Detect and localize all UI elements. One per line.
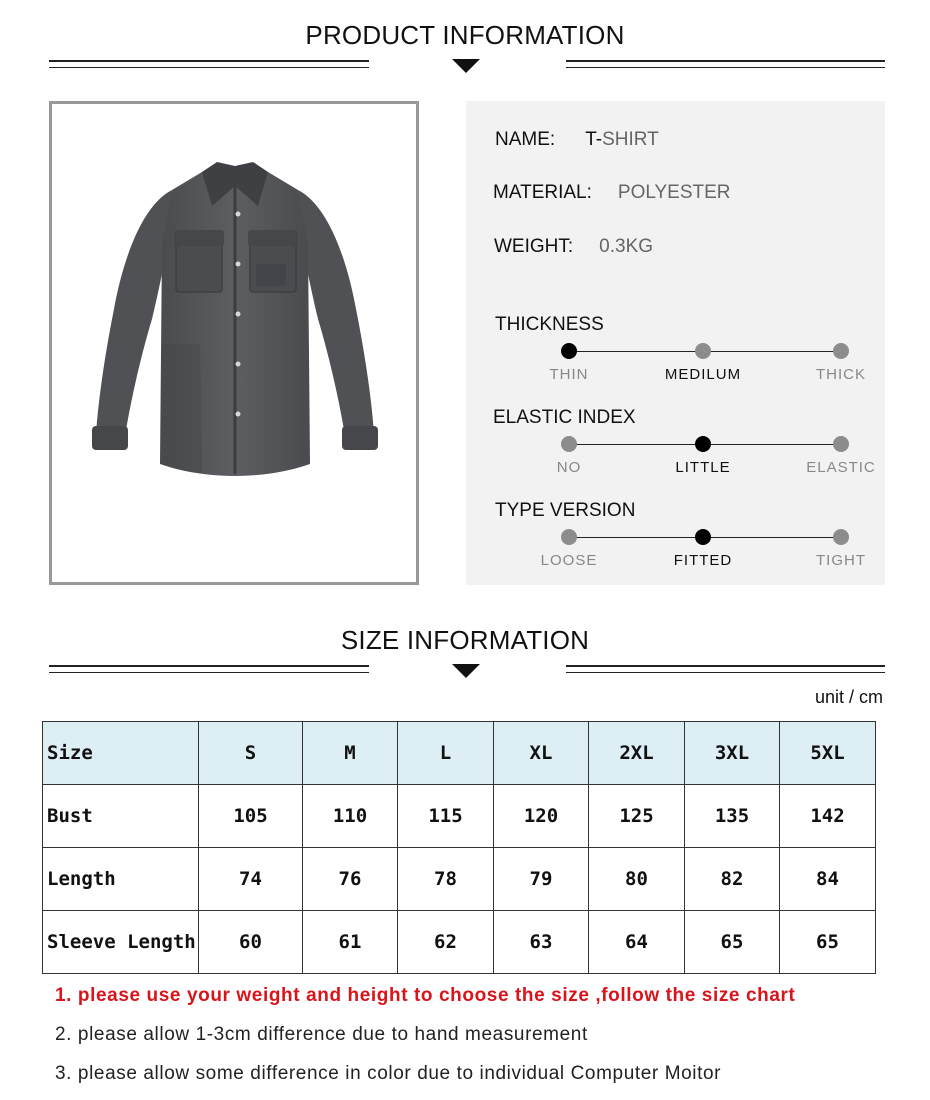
size-header-cell: XL xyxy=(494,722,589,785)
product-information-title: PRODUCT INFORMATION xyxy=(305,20,625,50)
table-cell: 79 xyxy=(494,848,589,911)
table-row xyxy=(43,848,876,911)
table-cell: 110 xyxy=(303,785,398,848)
table-cell: 78 xyxy=(398,848,494,911)
size-header-cell: 2XL xyxy=(589,722,685,785)
thickness-dot-thick xyxy=(833,343,849,359)
elastic-label-elastic: ELASTIC xyxy=(806,459,876,476)
weight-value: 0.3KG xyxy=(599,236,654,257)
name-row xyxy=(495,129,659,151)
title-rule-left xyxy=(49,60,369,68)
table-cell: 105 xyxy=(199,785,303,848)
table-cell: 65 xyxy=(685,911,780,974)
table-cell: 80 xyxy=(589,848,685,911)
note-measurement: 2. please allow 1-3cm difference due to hand measurement xyxy=(55,1024,588,1045)
elastic-label-no: NO xyxy=(556,459,582,476)
table-cell: 76 xyxy=(303,848,398,911)
size-rule-right xyxy=(566,665,885,673)
thickness-title: THICKNESS xyxy=(495,314,604,335)
elastic-dot-no xyxy=(561,436,577,452)
size-header-cell: L xyxy=(398,722,494,785)
shirt-image xyxy=(52,104,416,582)
elastic-index-title: ELASTIC INDEX xyxy=(493,407,636,428)
weight-row xyxy=(494,236,653,258)
size-rule-left xyxy=(49,665,369,673)
table-cell: 115 xyxy=(398,785,494,848)
type-dot-tight xyxy=(833,529,849,545)
type-dot-loose xyxy=(561,529,577,545)
type-version-title: TYPE VERSION xyxy=(495,500,636,521)
thickness-label-thin: THIN xyxy=(549,366,589,383)
type-label-loose: LOOSE xyxy=(540,552,598,569)
row-label-sleeve-length: Sleeve Length xyxy=(43,911,199,974)
triangle-down-icon xyxy=(452,664,480,678)
thickness-label-thick: THICK xyxy=(816,366,866,383)
table-cell: 125 xyxy=(589,785,685,848)
size-table xyxy=(42,721,876,974)
title-rule-right xyxy=(566,60,885,68)
elastic-dot-elastic xyxy=(833,436,849,452)
row-label-length: Length xyxy=(43,848,199,911)
type-label-fitted: FITTED xyxy=(673,552,733,569)
table-cell: 84 xyxy=(780,848,876,911)
table-cell: 63 xyxy=(494,911,589,974)
table-cell: 82 xyxy=(685,848,780,911)
triangle-down-icon xyxy=(452,59,480,73)
name-value: SHIRT xyxy=(602,129,659,150)
elastic-dot-little xyxy=(695,436,711,452)
size-header-label: Size xyxy=(43,722,199,785)
table-cell: 61 xyxy=(303,911,398,974)
row-label-bust: Bust xyxy=(43,785,199,848)
product-info-panel xyxy=(466,101,885,585)
table-row xyxy=(43,785,876,848)
type-label-tight: TIGHT xyxy=(816,552,866,569)
size-header-cell: M xyxy=(303,722,398,785)
material-label: MATERIAL: xyxy=(493,182,592,203)
unit-label: unit / cm xyxy=(814,687,883,707)
table-header-row xyxy=(43,722,876,785)
table-cell: 65 xyxy=(780,911,876,974)
name-label: NAME: xyxy=(495,129,556,150)
size-header-cell: S xyxy=(199,722,303,785)
table-cell: 62 xyxy=(398,911,494,974)
material-row xyxy=(493,182,731,204)
table-row xyxy=(43,911,876,974)
size-information-title: SIZE INFORMATION xyxy=(340,625,590,655)
thickness-label-medium: MEDILUM xyxy=(664,366,742,383)
table-cell: 60 xyxy=(199,911,303,974)
table-cell: 64 xyxy=(589,911,685,974)
size-header-cell: 5XL xyxy=(780,722,876,785)
name-value-prefix: T- xyxy=(585,129,603,150)
thickness-dot-medium xyxy=(695,343,711,359)
thickness-dot-thin xyxy=(561,343,577,359)
table-cell: 142 xyxy=(780,785,876,848)
type-dot-fitted xyxy=(695,529,711,545)
elastic-label-little: LITTLE xyxy=(675,459,731,476)
size-header-cell: 3XL xyxy=(685,722,780,785)
table-cell: 120 xyxy=(494,785,589,848)
material-value: POLYESTER xyxy=(617,182,731,203)
product-photo xyxy=(49,101,419,585)
table-cell: 74 xyxy=(199,848,303,911)
weight-label: WEIGHT: xyxy=(494,236,574,257)
note-color: 3. please allow some difference in color due to individual Computer Moitor xyxy=(55,1063,722,1084)
table-cell: 135 xyxy=(685,785,780,848)
note-size-chart: 1. please use your weight and height to choose the size ,follow the size chart xyxy=(55,985,796,1006)
